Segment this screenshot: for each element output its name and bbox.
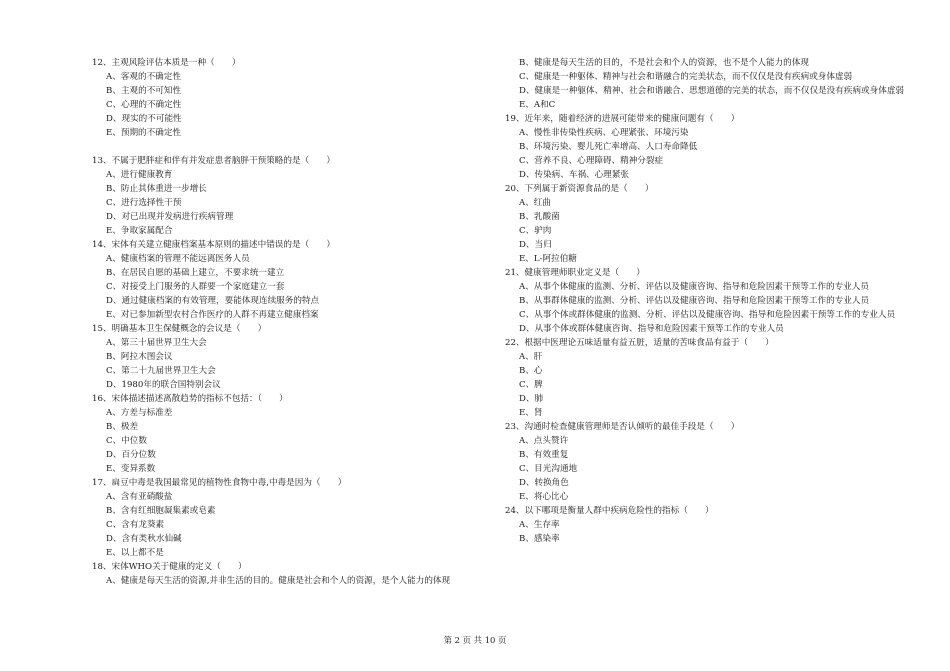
right-column: [505, 56, 905, 546]
option: A、生存率: [519, 520, 560, 530]
option: B、环境污染、婴儿死亡率增高、人口寿命降低: [519, 142, 698, 152]
option: B、心: [519, 366, 543, 376]
option: C、第二十九届世界卫生大会: [106, 366, 216, 376]
question-stem: 23、沟通时检查健康管理师是否认倾听的最佳手段是（ ）: [505, 422, 740, 432]
option: A、健康是每天生活的资源,并非生活的目的。健康是社会和个人的资源，是个人能力的体现: [106, 576, 451, 586]
option: C、脾: [519, 380, 543, 390]
option: A、从事个体健康的监测、分析、评估以及健康咨询、指导和危险因素干预等工作的专业人员: [519, 282, 869, 292]
option: C、从事个体或群体健康的监测、分析、评估以及健康咨询、指导和危险因素干预等工作的专业人员: [519, 310, 896, 320]
question-stem: 17、扁豆中毒是我国最常见的植物性食物中毒,中毒是因为（ ）: [92, 478, 347, 488]
option: D、对已出现并发病进行疾病管理: [106, 212, 234, 222]
option: E、L-阿拉伯糖: [519, 254, 577, 264]
option: C、目光沟通地: [519, 464, 578, 474]
question-stem: 15、明确基本卫生保健概念的会议是（ ）: [92, 324, 267, 334]
option: E、争取家属配合: [106, 226, 173, 236]
option: D、现实的不可能性: [106, 114, 182, 124]
page-number: 第 2 页 共 10 页: [443, 635, 507, 645]
question-22: [505, 336, 905, 420]
option: E、将心比心: [519, 492, 569, 502]
option: C、营养不良、心理障碍、精神分裂症: [519, 156, 664, 166]
option: C、心理的不确定性: [106, 100, 182, 110]
option: C、进行选择性干预: [106, 198, 182, 208]
question-18: [92, 560, 492, 588]
question-stem: 22、根据中医理论五味适量有益五脏，适量的苦味食品有益于（ ）: [505, 338, 774, 348]
question-stem: 24、以下哪项是衡量人群中疾病危险性的指标（ ）: [505, 506, 714, 516]
question-stem: 19、近年来，随着经济的进展可能带来的健康问题有（ ）: [505, 114, 740, 124]
option: B、有效重复: [519, 450, 569, 460]
option: A、含有亚硝酸盐: [106, 492, 173, 502]
option: E、预期的不确定性: [106, 128, 182, 138]
option: C、含有龙葵素: [106, 520, 165, 530]
question-12: [92, 56, 492, 140]
option: D、1980年的联合国特别会议: [106, 380, 221, 390]
option: D、转换角色: [519, 478, 569, 488]
question-stem: 12、主观风险评估本质是一种（ ）: [92, 58, 241, 68]
question-15: [92, 322, 492, 392]
option: B、感染率: [519, 534, 560, 544]
option: B、含有红细胞凝集素或皂素: [106, 506, 216, 516]
question-23: [505, 420, 905, 504]
question-stem: 16、宋体描述描述离散趋势的指标不包括：（ ）: [92, 394, 288, 404]
question-14: [92, 238, 492, 322]
question-17: [92, 476, 492, 560]
option: E、肾: [519, 408, 543, 418]
question-stem: 13、不属于肥胖症和伴有并发症患者脑胖干预策略的是（ ）: [92, 156, 335, 166]
option: A、进行健康教育: [106, 170, 173, 180]
question-24: [505, 504, 905, 546]
option: D、传染病、车祸、心理紧张: [519, 170, 630, 180]
question-19: [505, 112, 905, 182]
option: E、A和C: [519, 100, 556, 110]
option: B、防止其体重进一步增长: [106, 184, 207, 194]
option: A、点头赞许: [519, 436, 569, 446]
option: A、健康档案的管理不能远离医务人员: [106, 254, 250, 264]
option: E、对已参加新型农村合作医疗的人群不再建立健康档案: [106, 310, 319, 320]
question-stem: 20、下列属于新资源食品的是（ ）: [505, 184, 654, 194]
option: D、健康是一种躯体、精神、社会和谐融合、思想道德的完美的状态，而不仅仅是没有疾病或身体虚弱: [519, 86, 905, 96]
option: A、慢性非传染性疾病、心理紧张、环境污染: [519, 128, 689, 138]
option: A、红曲: [519, 198, 551, 208]
option: B、阿拉木图会议: [106, 352, 173, 362]
option: D、肺: [519, 394, 544, 404]
option: A、第三十届世界卫生大会: [106, 338, 207, 348]
question-stem: 14、宋体有关建立健康档案基本原则的描述中错误的是（ ）: [92, 240, 335, 250]
option: B、从事群体健康的监测、分析、评估以及健康咨询、指导和危险因素干预等工作的专业人员: [519, 296, 870, 306]
option: D、含有类秋水仙碱: [106, 534, 182, 544]
option: B、主观的不可知性: [106, 86, 182, 96]
option: C、驴肉: [519, 226, 552, 236]
question-21: [505, 266, 905, 336]
option: C、中位数: [106, 436, 147, 446]
option: C、健康是一种躯体、精神与社会和谐融合的完美状态，而不仅仅是没有疾病或身体虚弱: [519, 72, 853, 82]
option: D、通过健康档案的有效管理，要能体现连续服务的特点: [106, 296, 320, 306]
option: B、乳酸菌: [519, 212, 560, 222]
question-stem: 18、宋体WHO关于健康的定义（ ）: [92, 562, 247, 572]
option: D、百分位数: [106, 450, 156, 460]
question-18-continued: [505, 56, 905, 112]
question-13: [92, 154, 492, 238]
option: E、以上都不是: [106, 548, 164, 558]
left-column: [92, 56, 492, 588]
option: B、健康是每天生活的目的，不是社会和个人的资源，也不是个人能力的体现: [519, 58, 809, 68]
option: B、在居民自愿的基础上建立，不要求统一建立: [106, 268, 285, 278]
option: A、方差与标准差: [106, 408, 173, 418]
option: C、对接受上门服务的人群要一个家庭建立一套: [106, 282, 285, 292]
question-stem: 21、健康管理师职业定义是（ ）: [505, 268, 645, 278]
question-20: [505, 182, 905, 266]
question-16: [92, 392, 492, 476]
option: A、肝: [519, 352, 543, 362]
option: A、客观的不确定性: [106, 72, 181, 82]
option: B、极差: [106, 422, 139, 432]
option: D、当归: [519, 240, 552, 250]
option: D、从事个体或群体健康咨询、指导和危险因素干预等工作的专业人员: [519, 324, 784, 334]
option: E、变异系数: [106, 464, 156, 474]
